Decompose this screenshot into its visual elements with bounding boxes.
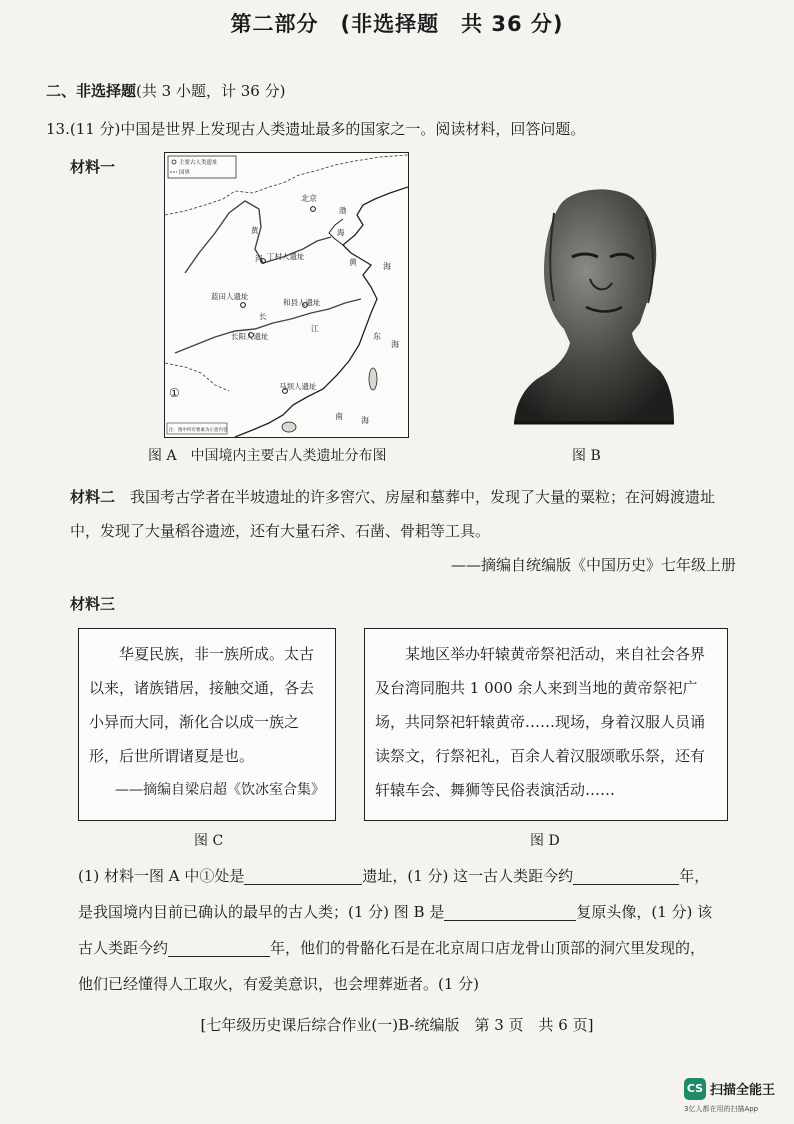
section-heading xyxy=(46,80,285,101)
q1-text: 他们已经懂得人工取火，有爱美意识，也会埋葬逝者。(1 分) xyxy=(78,975,480,993)
bust-svg xyxy=(514,183,674,428)
scanner-tagline: 3亿人都在用的扫描App xyxy=(684,1105,759,1113)
changyang-label: 长阳人遗址 xyxy=(231,332,269,341)
caption-c: 图 C xyxy=(194,833,224,849)
material2-text: 我国考古学者在半坡遗址的许多窖穴、房屋和墓葬中，发现了大量的粟粒；在河姆渡遗址中，发现了大量稻谷遗迹，还有大量石斧、石凿、骨耜等工具。 xyxy=(70,488,716,540)
bust-shape xyxy=(514,189,674,423)
q1-text: 年， xyxy=(679,867,710,885)
beijing-label: 北京 xyxy=(301,194,317,203)
beijing-marker xyxy=(311,207,316,212)
figure-d-box xyxy=(364,628,728,821)
material1-label: 材料一 xyxy=(70,158,116,176)
scanner-watermark xyxy=(684,1078,784,1118)
reconstructed-head-bust-image xyxy=(514,183,674,428)
material3-label: 材料三 xyxy=(70,595,116,613)
maba-label: 马坝人遗址 xyxy=(279,382,317,391)
material2-label: 材料二 xyxy=(70,488,116,506)
water-label: 南 xyxy=(335,412,343,421)
question-prompt: 中国是世界上发现古人类遗址最多的国家之一。阅读材料，回答问题。 xyxy=(120,120,586,138)
camscanner-logo-icon: CS xyxy=(684,1078,706,1100)
question-number: 13.(11 分) xyxy=(46,120,121,138)
legend-border-label: 国界 xyxy=(179,170,191,176)
q1-text: 是我国境内目前已确认的最早的古人类；(1 分) 图 B 是 xyxy=(78,903,445,921)
map-svg xyxy=(165,153,408,437)
water-label: 海 xyxy=(391,340,399,349)
water-label: 黄 xyxy=(251,226,259,235)
taiwan-island xyxy=(369,368,377,390)
lantian-marker xyxy=(241,303,246,308)
caption-d: 图 D xyxy=(530,833,560,849)
site-1-marker: ① xyxy=(169,386,180,400)
legend-site-label: 主要古人类遗址 xyxy=(179,160,218,166)
caption-b: 图 B xyxy=(572,448,601,464)
q1-text: 遗址，(1 分) 这一古人类距今约 xyxy=(362,867,574,885)
page-title: 第二部分 (非选择题 共 36 分) xyxy=(230,12,564,36)
caption-a: 图 A 中国境内主要古人类遗址分布图 xyxy=(148,448,387,464)
water-label: 河 xyxy=(255,254,263,263)
hexian-label: 和县人遗址 xyxy=(283,298,321,307)
answer-blank-site[interactable] xyxy=(244,866,362,885)
hainan-island xyxy=(282,422,296,432)
sub-question-1 xyxy=(78,858,738,1002)
water-label: 东 xyxy=(373,332,381,341)
water-label: 江 xyxy=(311,324,319,333)
water-label: 渤 xyxy=(339,206,347,215)
answer-blank-bust-years[interactable] xyxy=(168,938,270,957)
material2 xyxy=(70,480,736,582)
page-footer: [七年级历史课后综合作业(一)B-统编版 第 3 页 共 6 页] xyxy=(200,1016,594,1034)
answer-blank-years[interactable] xyxy=(573,866,679,885)
box-c-text: 华夏民族，非一族所成。太古以来，诸族错居，接触交通，各去小异而大同，渐化合以成一族之形，后世所谓诸夏是也。 xyxy=(89,645,315,765)
water-label: 海 xyxy=(361,416,369,425)
water-label: 黄 xyxy=(349,258,357,267)
site-distribution-map xyxy=(164,152,409,438)
section-heading-label: 二、非选择题 xyxy=(46,82,137,100)
q1-text: 古人类距今约 xyxy=(78,939,169,957)
yangtze-river xyxy=(175,299,361,353)
water-label: 海 xyxy=(337,228,345,237)
box-d-text: 某地区举办轩辕黄帝祭祀活动，来自社会各界及台湾同胞共 1 000 余人来到当地的黄帝祭祀广场，共同祭祀轩辕黄帝……现场，身着汉服人员诵读祭文，行祭祀礼，百余人着汉服颂歌乐祭，还有轩辕车会、舞狮等民俗表演活动…… xyxy=(375,645,706,799)
legend-site-icon xyxy=(172,160,176,164)
box-c-source: ——摘编自梁启超《饮冰室合集》 xyxy=(115,782,325,798)
figure-c-box xyxy=(78,628,336,821)
q1-text: 年，他们的骨骼化石是在北京周口店龙骨山顶部的洞穴里发现的， xyxy=(270,939,706,957)
material2-source: ——摘编自统编版《中国历史》七年级上册 xyxy=(450,556,736,574)
lantian-label: 蓝田人遗址 xyxy=(211,292,249,301)
question-13 xyxy=(46,118,585,139)
dingcun-label: 丁村人遗址 xyxy=(267,252,305,261)
q1-text: (1) 材料一图 A 中①处是 xyxy=(78,867,245,885)
answer-blank-bust[interactable] xyxy=(444,902,576,921)
q1-text: 复原头像，(1 分) 该 xyxy=(576,903,713,921)
water-label: 海 xyxy=(383,262,391,271)
scanner-name: 扫描全能王 xyxy=(710,1083,776,1098)
map-note: 注：图中所有要素为示意内容 xyxy=(169,428,228,433)
section-note: (共 3 小题，计 36 分) xyxy=(136,82,286,100)
water-label: 长 xyxy=(259,312,267,321)
